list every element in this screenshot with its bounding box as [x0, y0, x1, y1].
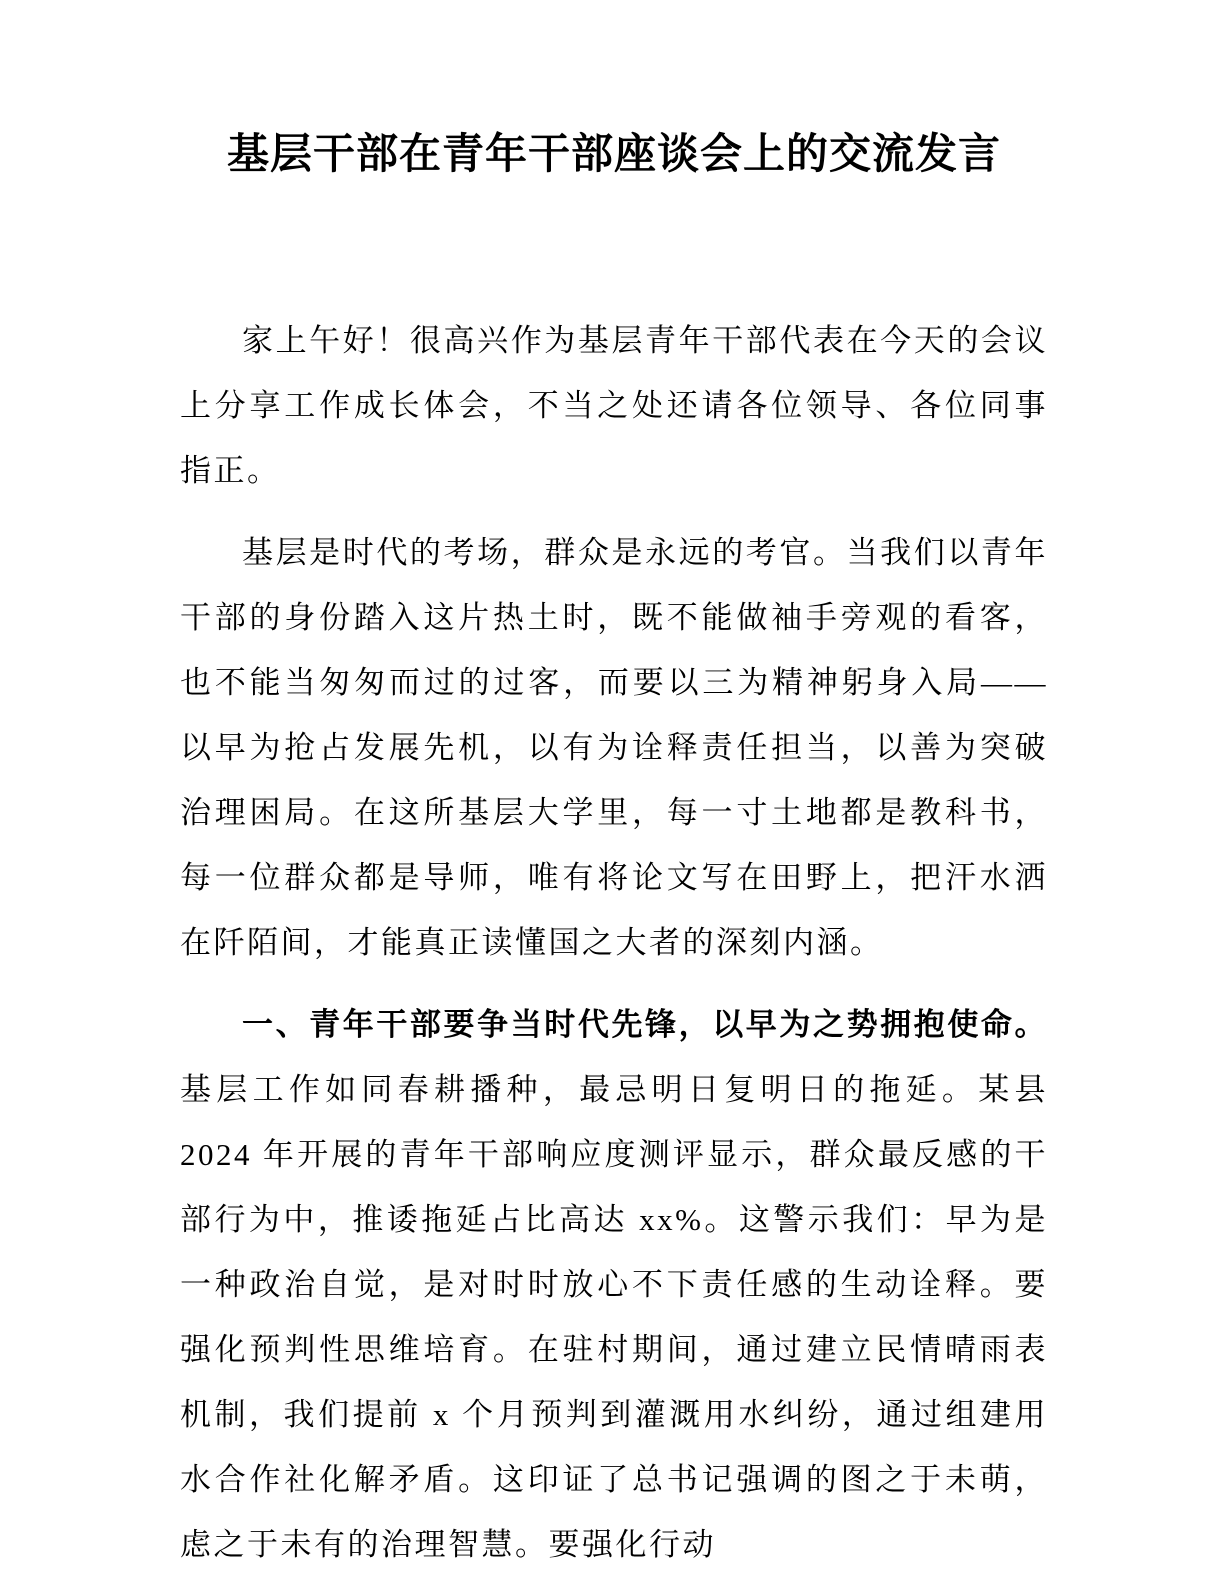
- paragraph-greeting-text: 家上午好！很高兴作为基层青年干部代表在今天的会议上分享工作成长体会，不当之处还请各位领导、各位同事指正。: [180, 323, 1048, 488]
- document-title: 基层干部在青年干部座谈会上的交流发言: [226, 132, 1001, 178]
- paragraph-greeting: [180, 308, 1048, 503]
- paragraph-intro: [180, 520, 1048, 975]
- paragraph-intro-text: 基层是时代的考场，群众是永远的考官。当我们以青年干部的身份踏入这片热土时，既不能做袖手旁观的看客，也不能当匆匆而过的过客，而要以三为精神躬身入局——以早为抢占发展先机，以有为诠释责任担当，以善为突破治理困局。在这所基层大学里，每一寸土地都是教科书，每一位群众都是导师，唯有将论文写在田野上，把汗水洒在阡陌间，才能真正读懂国之大者的深刻内涵。: [180, 535, 1048, 960]
- paragraph-section-one: [180, 992, 1048, 1577]
- section-one-text: 基层工作如同春耕播种，最忌明日复明日的拖延。某县 2024 年开展的青年干部响应度测评显示，群众最反感的干部行为中，推诿拖延占比高达 xx%。这警示我们：早为是一种政治自觉，是对时时放心不下责任感的生动诠释。要强化预判性思维培育。在驻村期间，通过建立民情晴雨表机制，我们提前 x 个月预判到灌溉用水纠纷，通过组建用水合作社化解矛盾。这印证了总书记强调的图之于未萌，虑之于未有的治理智慧。要强化行动: [180, 1072, 1048, 1562]
- section-one-heading: 一、青年干部要争当时代先锋，以早为之势拥抱使命。: [242, 1007, 1048, 1042]
